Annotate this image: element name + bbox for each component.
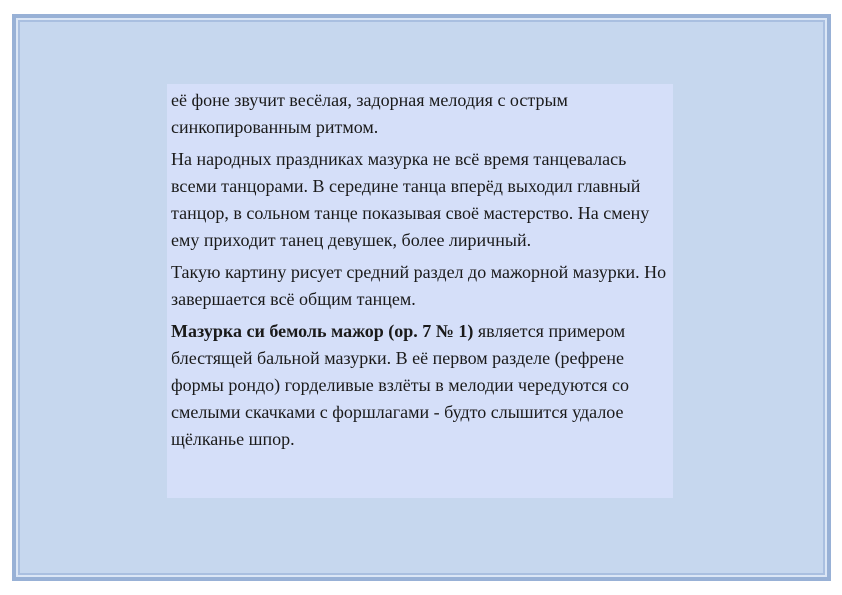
text-box <box>167 84 673 498</box>
paragraph-2 <box>171 146 669 254</box>
paragraph-3 <box>171 259 669 313</box>
mazurka-title: Мазурка си бемоль мажор (ор. 7 № 1) <box>171 321 474 341</box>
paragraph-1 <box>171 87 669 141</box>
paragraph-1-text: её фоне звучит весёлая, задорная мелодия с острым синкопированным ритмом. <box>171 90 568 137</box>
paragraph-4 <box>171 318 669 453</box>
paragraph-4-text: является примером блестящей бальной мазурки. В её первом разделе (рефрене формы рондо) горделивые взлёты в мелодии чередуются со смелыми скачками с форшлагами - будто слышится удалое щёлканье шпор. <box>171 321 630 449</box>
paragraph-2-text: На народных праздниках мазурка не всё время танцевалась всеми танцорами. В середине танца вперёд выходил главный танцор, в сольном танце показывая своё мастерство. На смену ему приходит танец девушек, более лиричный. <box>171 149 650 250</box>
paragraph-3-text: Такую картину рисует средний раздел до мажорной мазурки. Но завершается всё общим танцем. <box>171 262 667 309</box>
